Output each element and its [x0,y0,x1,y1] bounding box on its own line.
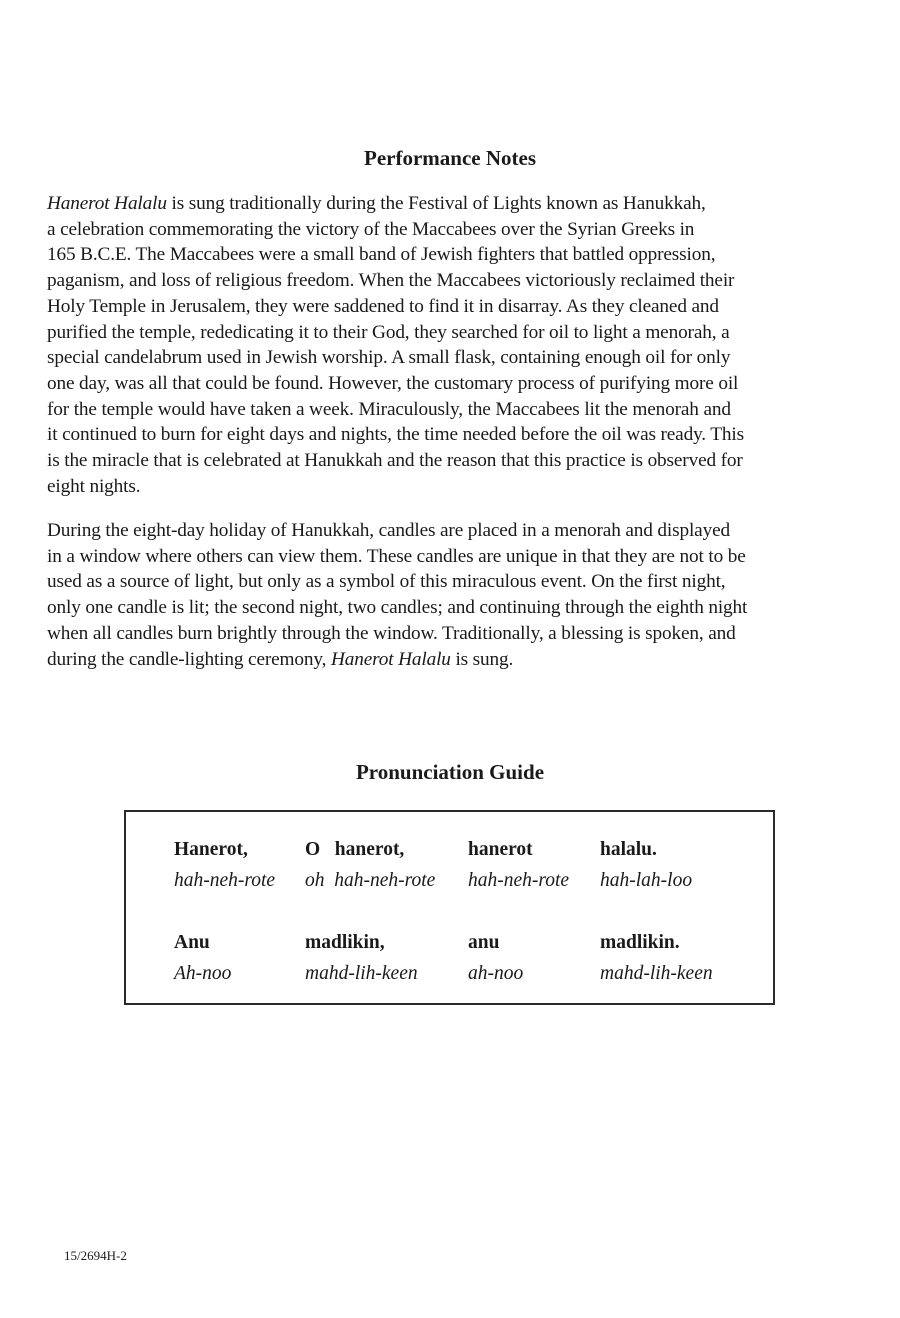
line-text: is sung. [450,648,514,670]
pronunciation-row [174,927,754,987]
performance-notes-paragraph-2 [47,518,847,672]
hebrew-word: madlikin, [305,932,385,953]
paragraph-line: one day, was all that could be found. However, the customary process of purifying more oil [47,372,739,394]
paragraph-line [47,647,847,673]
pronunciation-text: mahd-lih-keen [305,963,418,984]
pronunciation-cell [174,834,275,896]
song-title: Hanerot Halalu [47,193,167,214]
paragraph-line: in a window where others can view them. These candles are unique in that they are not to be [47,545,746,567]
paragraph-line: purified the temple, rededicating it to their God, they searched for oil to light a menorah, a [47,321,730,343]
hebrew-word: Hanerot, [174,839,248,860]
paragraph-line: During the eight-day holiday of Hanukkah, candles are placed in a menorah and displayed [47,520,730,541]
pronunciation-cell [174,927,231,989]
line-text: during the candle-lighting ceremony, [47,648,331,670]
paragraph-line: Holy Temple in Jerusalem, they were saddened to find it in disarray. As they cleaned and [47,295,719,317]
paragraph-line: special candelabrum used in Jewish worship. A small flask, containing enough oil for only [47,347,731,369]
pronunciation-text: ah-noo [468,963,524,984]
pronunciation-text: hah-neh-rote [174,870,276,891]
pronunciation-guide-box [124,810,775,1005]
paragraph-line: 165 B.C.E. The Maccabees were a small band of Jewish fighters that battled oppression, [47,244,716,266]
paragraph-line: paganism, and loss of religious freedom. When the Maccabees victoriously reclaimed their [47,270,735,292]
paragraph-line: when all candles burn brightly through the window. Traditionally, a blessing is spoken, and [47,622,736,644]
pronunciation-cell [600,927,713,989]
paragraph-line: is the miracle that is celebrated at Hanukkah and the reason that this practice is observed for [47,450,743,472]
pronunciation-cell [305,834,435,896]
paragraph-line: for the temple would have taken a week. Miraculously, the Maccabees lit the menorah and [47,398,731,420]
pronunciation-guide-heading: Pronunciation Guide [355,760,545,784]
paragraph-line: it continued to burn for eight days and nights, the time needed before the oil was ready. This [47,424,744,446]
hebrew-word: O hanerot, [305,839,405,860]
pronunciation-cell [468,834,569,896]
pronunciation-text: Ah-noo [174,963,232,984]
hebrew-word: madlikin. [600,932,680,953]
paragraph-line [47,191,847,217]
performance-notes-heading: Performance Notes [364,146,536,170]
pronunciation-cell [600,834,692,896]
pronunciation-text: hah-neh-rote [468,870,570,891]
song-title: Hanerot Halalu [330,648,451,670]
pronunciation-cell [468,927,523,989]
hebrew-word: Anu [174,932,210,953]
paragraph-line: eight nights. [47,475,141,497]
pronunciation-cell [305,927,418,989]
catalog-number: 15/2694H-2 [64,1248,127,1263]
paragraph-line: only one candle is lit; the second night, two candles; and continuing through the eighth night [47,597,748,619]
hebrew-word: halalu. [600,839,657,860]
performance-notes-paragraph-1 [47,191,847,499]
paragraph-line: used as a source of light, but only as a symbol of this miraculous event. On the first night, [47,571,726,593]
hebrew-word: anu [468,932,500,953]
pronunciation-text: mahd-lih-keen [600,963,713,984]
paragraph-line: a celebration commemorating the victory of the Maccabees over the Syrian Greeks in [47,218,695,240]
line-text: is sung traditionally during the Festival of Lights known as Hanukkah, [166,193,706,214]
pronunciation-text: oh hah-neh-rote [305,870,436,891]
pronunciation-row [174,834,754,894]
hebrew-word: hanerot [468,839,533,860]
pronunciation-text: hah-lah-loo [600,870,693,891]
